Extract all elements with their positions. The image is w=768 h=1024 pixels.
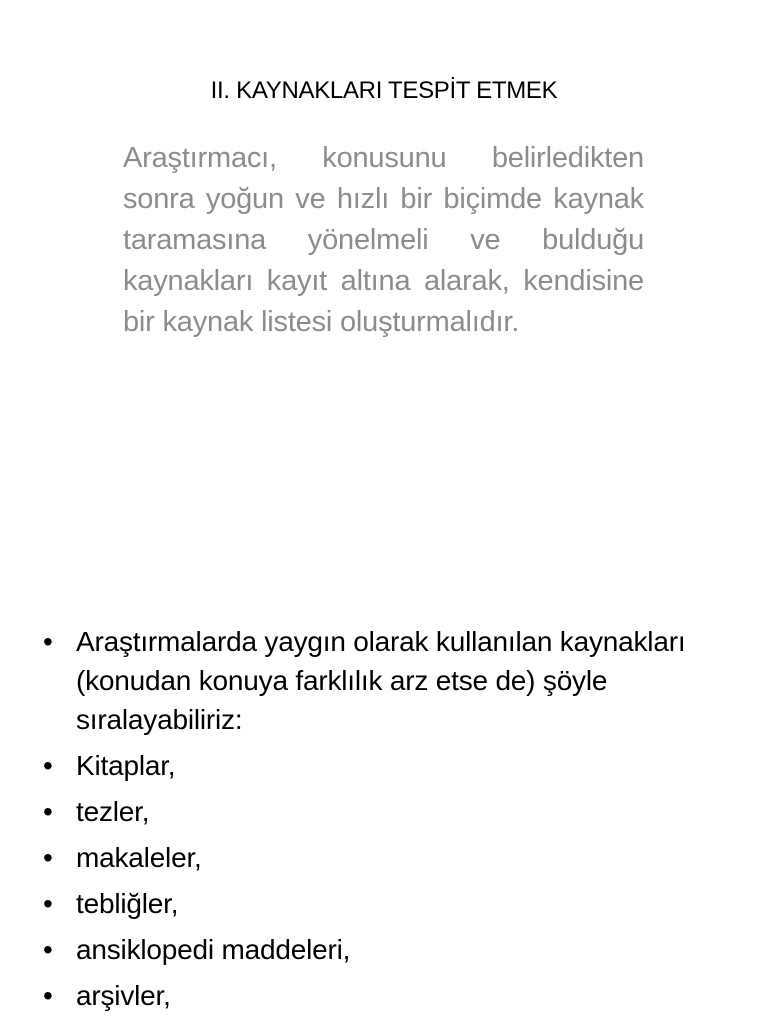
bullet-text: ansiklopedi maddeleri,: [76, 934, 351, 965]
bullet-icon: •: [43, 796, 53, 827]
bullet-icon: •: [43, 888, 53, 919]
bullet-text: arşivler,: [76, 980, 171, 1011]
intro-paragraph: Araştırmacı, konusunu belirledikten sonra yoğun ve hızlı bir biçimde kaynak taramasına yönelmeli ve bulduğu kaynakları kayıt altına alarak, kendisine bir kaynak listesi oluşturmalıdır.: [123, 142, 644, 338]
bullet-item-makaleler: [0, 838, 768, 877]
bullet-icon: •: [43, 842, 53, 873]
bullet-item-intro: [0, 622, 768, 739]
bullet-text: tebliğler,: [76, 888, 179, 919]
bullet-text: Kitaplar,: [76, 750, 176, 781]
bullet-icon: •: [43, 980, 53, 1011]
bullet-item-kitaplar: [0, 746, 768, 785]
bullet-icon: •: [43, 626, 53, 657]
bullet-item-tebligler: [0, 884, 768, 923]
bullet-text: Araştırmalarda yaygın olarak kullanılan kaynakları (konudan konuya farklılık arz etse de) şöyle sıralayabiliriz:: [76, 626, 686, 735]
bullet-icon: •: [43, 750, 53, 781]
bullet-item-ansiklopedi: [0, 930, 768, 969]
slide-title: II. KAYNAKLARI TESPİT ETMEK: [210, 77, 558, 104]
bullet-text: tezler,: [76, 796, 150, 827]
bullet-item-arsivler: [0, 976, 768, 1015]
bullet-text: makaleler,: [76, 842, 202, 873]
bullet-icon: •: [43, 934, 53, 965]
bullet-item-tezler: [0, 792, 768, 831]
bullet-list: [0, 622, 768, 1022]
